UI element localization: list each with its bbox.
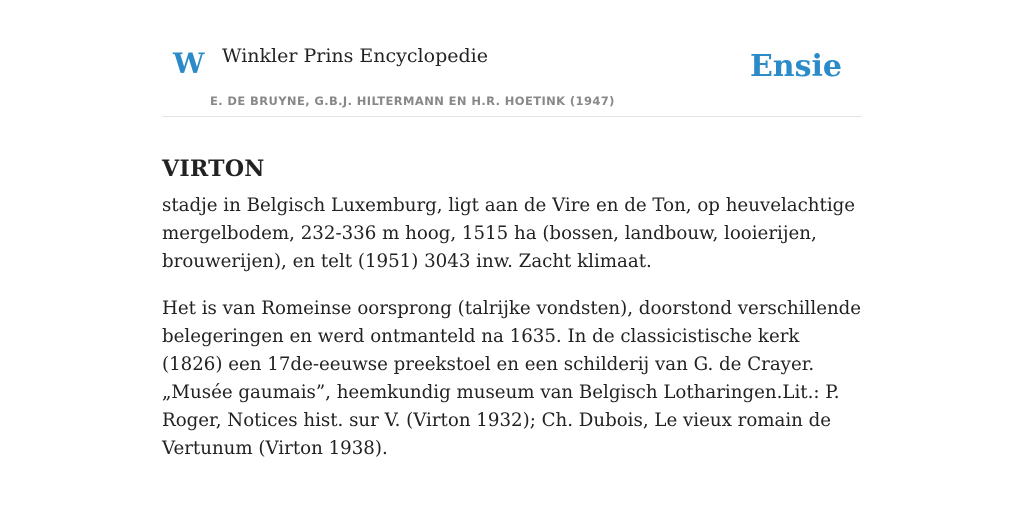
entry-title: VIRTON <box>162 155 265 182</box>
ensie-logo[interactable]: Ensie <box>749 49 842 84</box>
encyclopedia-card <box>162 0 862 459</box>
source-header <box>162 0 862 117</box>
entry-paragraph: Het is van Romeinse oorsprong (talrijke vondsten), doorstond verschillende belegeringen en werd ontmanteld na 1635. In de classicistische kerk (1826) een 17de-eeuwse preekstoel en een schilderij van G. de Crayer. „Musée gaumais”, heemkundig museum van Belgisch Lotharingen.Lit.: P. Roger, Notices hist. sur V. (Virton 1932); Ch. Dubois, Le vieux romain de Vertunum (Virton 1938). <box>162 298 862 459</box>
entry-paragraph: stadje in Belgisch Luxemburg, ligt aan de Vire en de Ton, op heuvelachtige mergelbodem, 232-336 m hoog, 1515 ha (bossen, landbouw, looierijen, brouwerijen), en telt (1951) 3043 inw. Zacht klimaat. <box>162 195 856 272</box>
entry-body <box>162 192 862 482</box>
book-title-link[interactable]: Winkler Prins Encyclopedie <box>222 45 488 67</box>
winkler-prins-logo[interactable]: W <box>173 47 205 80</box>
authors-line: E. DE BRUYNE, G.B.J. HILTERMANN EN H.R. HOETINK (1947) <box>210 94 615 108</box>
